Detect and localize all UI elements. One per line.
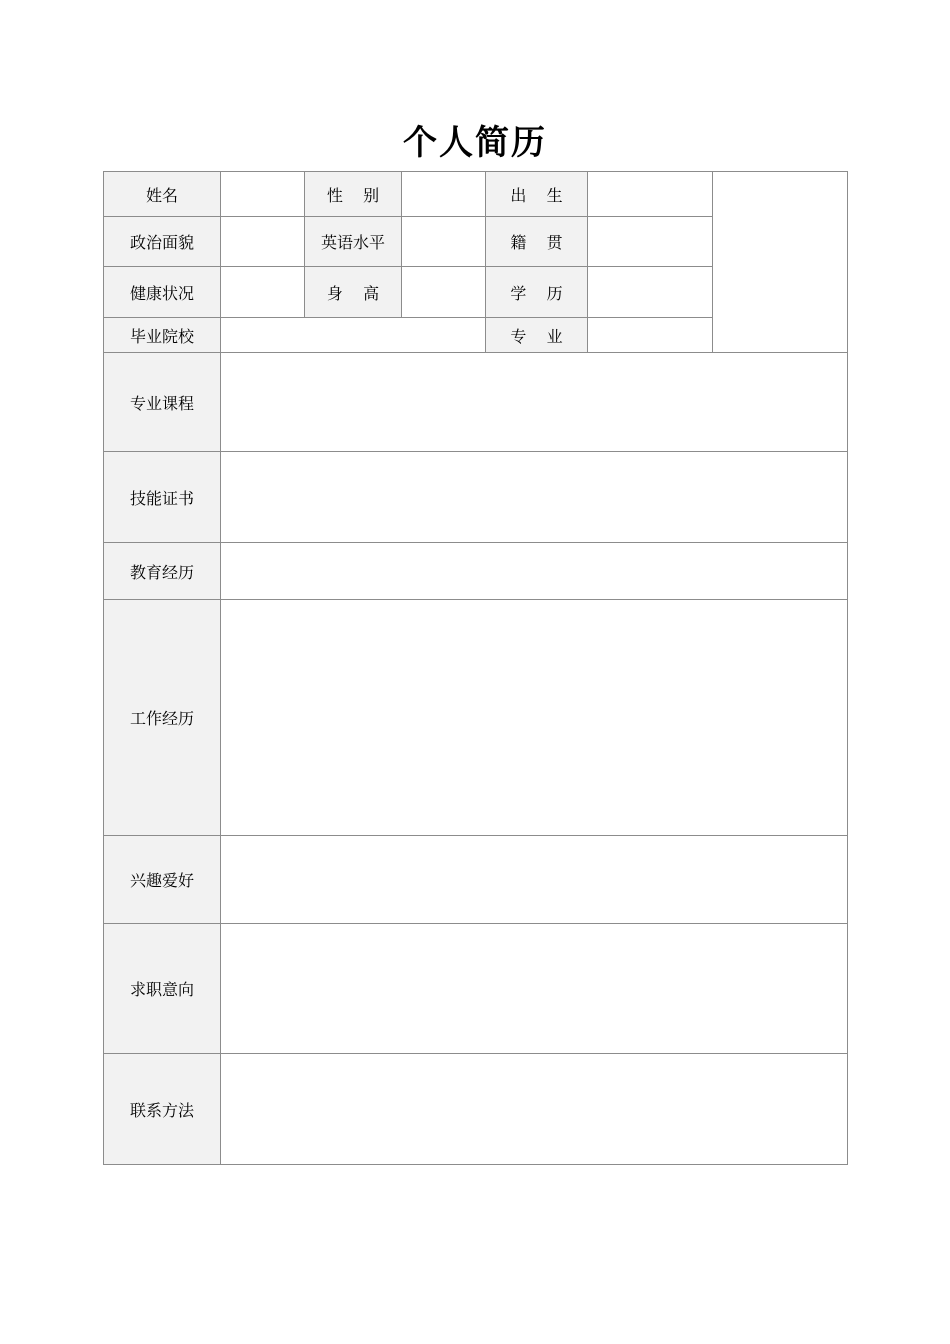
school-field[interactable]	[221, 318, 486, 353]
work-history-field[interactable]	[221, 600, 848, 836]
political-status-field[interactable]	[221, 217, 305, 267]
row-job-intention	[104, 924, 848, 1054]
height-label: 身 高	[305, 267, 402, 318]
height-field[interactable]	[402, 267, 486, 318]
english-level-label: 英语水平	[305, 217, 402, 267]
health-label: 健康状况	[104, 267, 221, 318]
native-place-field[interactable]	[588, 217, 713, 267]
contact-field[interactable]	[221, 1054, 848, 1165]
row-courses	[104, 353, 848, 452]
photo-box[interactable]	[713, 172, 848, 353]
row-skills	[104, 452, 848, 543]
resume-table	[103, 171, 848, 1165]
courses-field[interactable]	[221, 353, 848, 452]
hobbies-label: 兴趣爱好	[104, 836, 221, 924]
work-history-label: 工作经历	[104, 600, 221, 836]
row-education-history	[104, 543, 848, 600]
gender-label: 性 别	[305, 172, 402, 217]
birth-label: 出 生	[486, 172, 588, 217]
english-level-field[interactable]	[402, 217, 486, 267]
education-level-label: 学 历	[486, 267, 588, 318]
major-label: 专 业	[486, 318, 588, 353]
native-place-label: 籍 贯	[486, 217, 588, 267]
name-field[interactable]	[221, 172, 305, 217]
skills-label: 技能证书	[104, 452, 221, 543]
hobbies-field[interactable]	[221, 836, 848, 924]
name-label: 姓名	[104, 172, 221, 217]
job-intention-label: 求职意向	[104, 924, 221, 1054]
health-field[interactable]	[221, 267, 305, 318]
birth-field[interactable]	[588, 172, 713, 217]
education-level-field[interactable]	[588, 267, 713, 318]
gender-field[interactable]	[402, 172, 486, 217]
contact-label: 联系方法	[104, 1054, 221, 1165]
education-history-field[interactable]	[221, 543, 848, 600]
school-label: 毕业院校	[104, 318, 221, 353]
education-history-label: 教育经历	[104, 543, 221, 600]
row-hobbies	[104, 836, 848, 924]
courses-label: 专业课程	[104, 353, 221, 452]
skills-field[interactable]	[221, 452, 848, 543]
political-status-label: 政治面貌	[104, 217, 221, 267]
row-basic-1	[104, 172, 848, 217]
row-work-history	[104, 600, 848, 836]
job-intention-field[interactable]	[221, 924, 848, 1054]
page-title: 个人简历	[403, 123, 547, 163]
major-field[interactable]	[588, 318, 713, 353]
row-contact	[104, 1054, 848, 1165]
